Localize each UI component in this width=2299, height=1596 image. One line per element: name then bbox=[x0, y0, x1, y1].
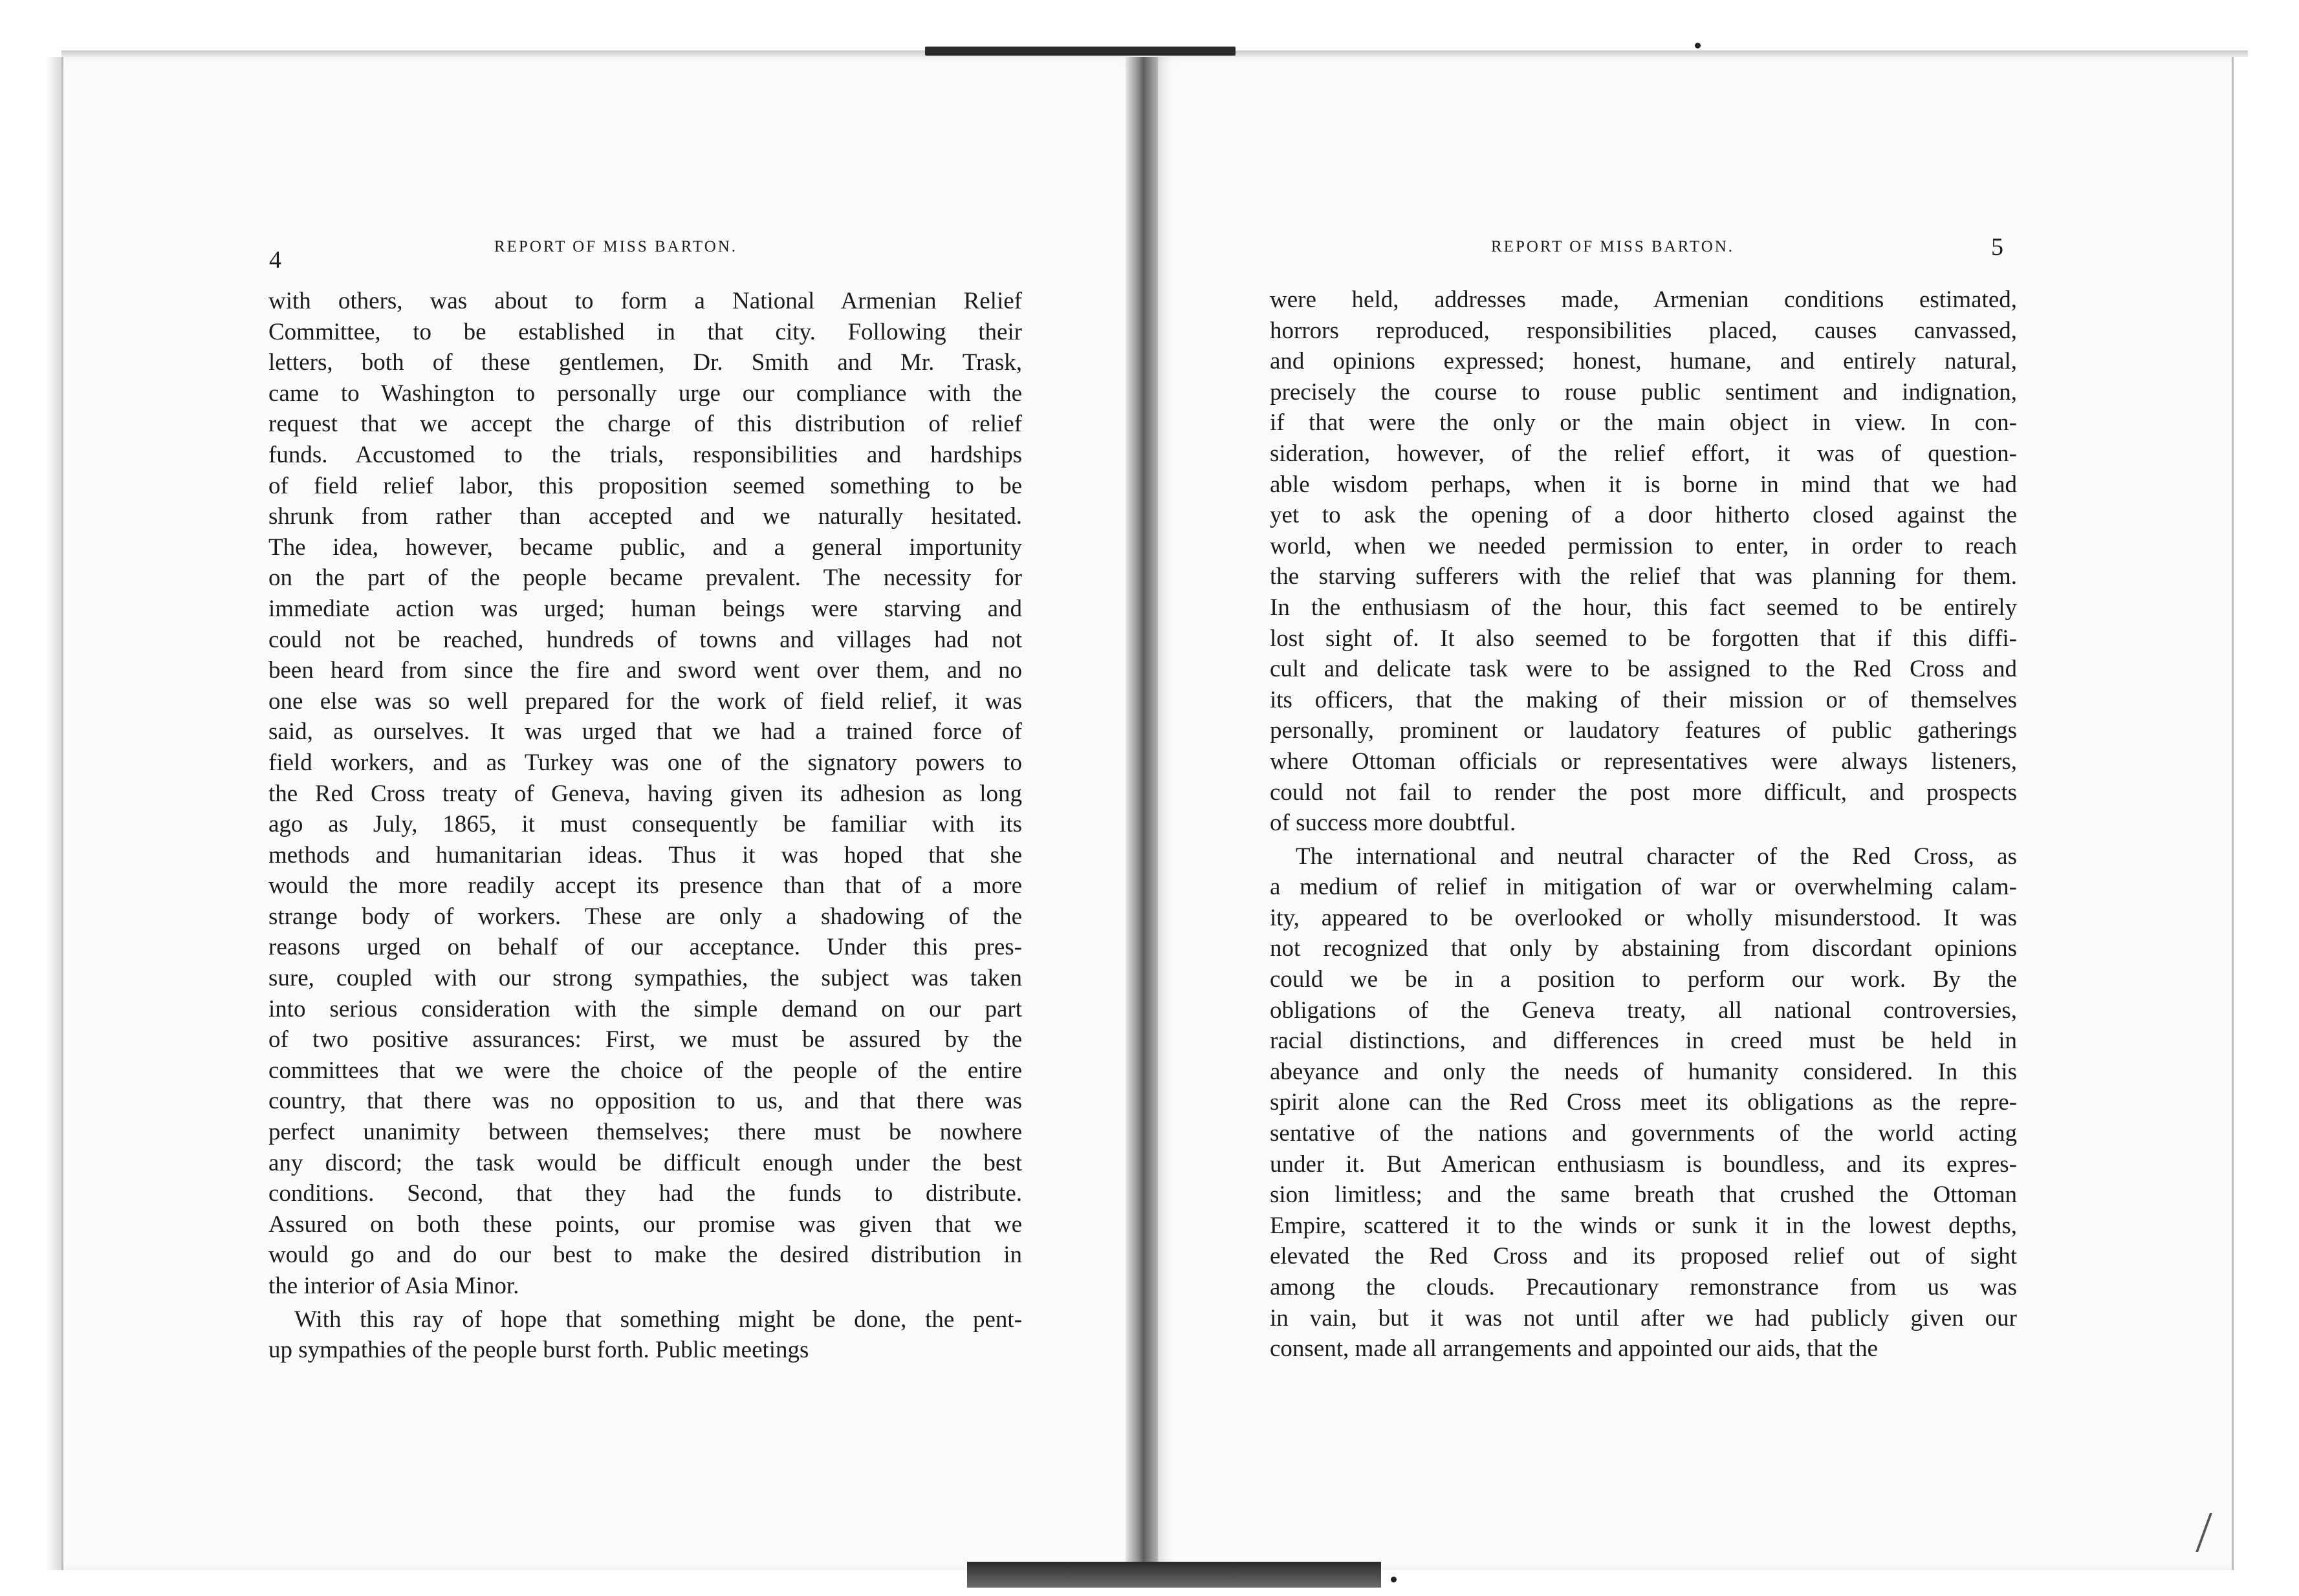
text-line: if that were the only or the main object in view. In con- bbox=[1270, 409, 2017, 437]
right-body-text bbox=[1270, 285, 2017, 1364]
page-edge-shadow bbox=[45, 57, 61, 1570]
text-line: could not be reached, hundreds of towns and villages had not bbox=[268, 626, 1022, 653]
text-line: conditions. Second, that they had the funds to distribute. bbox=[268, 1180, 1022, 1207]
page-number-right: 5 bbox=[1991, 233, 2003, 261]
text-line: sure, coupled with our strong sympathies, the subject was taken bbox=[268, 965, 1022, 992]
text-line: the Red Cross treaty of Geneva, having given its adhesion as long bbox=[268, 780, 1022, 807]
text-line: reasons urged on behalf of our acceptance. Under this pres- bbox=[268, 934, 1022, 961]
book-gutter bbox=[1126, 57, 1158, 1570]
text-line: methods and humanitarian ideas. Thus it was hoped that she bbox=[268, 841, 1022, 868]
text-line: Empire, scattered it to the winds or sunk it in the lowest depths, bbox=[1270, 1212, 2017, 1239]
text-line: In the enthusiasm of the hour, this fact seemed to be entirely bbox=[1270, 594, 2017, 621]
text-line: ity, appeared to be overlooked or wholly misunderstood. It was bbox=[1270, 904, 2017, 931]
text-line: Committee, to be established in that city. Following their bbox=[268, 318, 1022, 345]
text-line: not recognized that only by abstaining from discordant opinions bbox=[1270, 935, 2017, 962]
text-line: elevated the Red Cross and its proposed relief out of sight bbox=[1270, 1243, 2017, 1270]
scan-speck bbox=[1391, 1577, 1397, 1582]
text-line: With this ray of hope that something might be done, the pent- bbox=[294, 1306, 1022, 1333]
text-line: came to Washington to personally urge our compliance with the bbox=[268, 380, 1022, 407]
text-line: in vain, but it was not until after we had publicly given our bbox=[1270, 1304, 2017, 1332]
text-line: the interior of Asia Minor. bbox=[268, 1273, 519, 1299]
text-line: one else was so well prepared for the work of field relief, it was bbox=[268, 687, 1022, 715]
text-line: cult and delicate task were to be assigned to the Red Cross and bbox=[1270, 656, 2017, 683]
text-line: of two positive assurances: First, we must be assured by the bbox=[268, 1026, 1022, 1053]
binding-tab-top bbox=[925, 47, 1236, 56]
text-line: a medium of relief in mitigation of war or overwhelming calam- bbox=[1270, 874, 2017, 901]
text-line: under it. But American enthusiasm is boundless, and its expres- bbox=[1270, 1150, 2017, 1178]
running-head-left: REPORT OF MISS BARTON. bbox=[494, 238, 738, 255]
left-paragraph-2 bbox=[268, 1304, 1022, 1366]
text-line: would go and do our best to make the desired distribution in bbox=[268, 1242, 1022, 1269]
text-line: of success more doubtful. bbox=[1270, 810, 1516, 837]
text-line: sideration, however, of the relief effort, it was of question- bbox=[1270, 440, 2017, 467]
text-line: could we be in a position to perform our work. By the bbox=[1270, 966, 2017, 993]
text-line: horrors reproduced, responsibilities placed, causes canvassed, bbox=[1270, 317, 2017, 344]
text-line: would the more readily accept its presence than that of a more bbox=[268, 872, 1022, 900]
text-line: and opinions expressed; honest, humane, and entirely natural, bbox=[1270, 348, 2017, 375]
text-line: strange body of workers. These are only a shadowing of the bbox=[268, 903, 1022, 930]
text-line: obligations of the Geneva treaty, all national controversies, bbox=[1270, 997, 2017, 1024]
text-line: personally, prominent or laudatory features of public gatherings bbox=[1270, 717, 2017, 744]
text-line: committees that we were the choice of the people of the entire bbox=[268, 1057, 1022, 1084]
text-line: with others, was about to form a National Armenian Relief bbox=[268, 288, 1022, 314]
text-line: of field relief labor, this proposition seemed something to be bbox=[268, 472, 1022, 499]
left-paragraph-1 bbox=[268, 286, 1022, 1302]
text-line: lost sight of. It also seemed to be forgotten that if this diffi- bbox=[1270, 625, 2017, 652]
text-line: able wisdom perhaps, when it is borne in mind that we had bbox=[1270, 471, 2017, 498]
text-line: The international and neutral character of the Red Cross, as bbox=[1296, 843, 2017, 870]
text-line: were held, addresses made, Armenian conditions estimated, bbox=[1270, 286, 2017, 313]
text-line: The idea, however, became public, and a general importunity bbox=[268, 534, 1022, 561]
right-paragraph-2 bbox=[1270, 841, 2017, 1364]
text-line: funds. Accustomed to the trials, responsibilities and hardships bbox=[268, 441, 1022, 468]
text-line: consent, made all arrangements and appointed our aids, that the bbox=[1270, 1335, 1879, 1363]
text-line: perfect unanimity between themselves; there must be nowhere bbox=[268, 1119, 1022, 1146]
left-body-text bbox=[268, 286, 1022, 1366]
text-line: on the part of the people became prevalent. The necessity for bbox=[268, 565, 1022, 592]
text-line: up sympathies of the people burst forth. Public meetings bbox=[268, 1337, 809, 1364]
text-line: into serious consideration with the simple demand on our part bbox=[268, 995, 1022, 1022]
text-line: Assured on both these points, our promise was given that we bbox=[268, 1211, 1022, 1238]
text-line: world, when we needed permission to enter, in order to reach bbox=[1270, 532, 2017, 559]
text-line: among the clouds. Precautionary remonstrance from us was bbox=[1270, 1274, 2017, 1300]
text-line: said, as ourselves. It was urged that we had a trained force of bbox=[268, 718, 1022, 746]
text-line: the starving sufferers with the relief that was planning for them. bbox=[1270, 563, 2017, 590]
text-line: sion limitless; and the same breath that crushed the Ottoman bbox=[1270, 1181, 2017, 1209]
text-line: field workers, and as Turkey was one of the signatory powers to bbox=[268, 749, 1022, 776]
text-line: sentative of the nations and governments of the world acting bbox=[1270, 1120, 2017, 1147]
text-line: any discord; the task would be difficult enough under the best bbox=[268, 1149, 1022, 1176]
text-line: yet to ask the opening of a door hitherto closed against the bbox=[1270, 502, 2017, 529]
text-line: letters, both of these gentlemen, Dr. Smith and Mr. Trask, bbox=[268, 349, 1022, 376]
text-line: where Ottoman officials or representatives were always listeners, bbox=[1270, 748, 2017, 775]
page-number-left: 4 bbox=[269, 246, 281, 274]
text-line: been heard from since the fire and sword went over them, and no bbox=[268, 657, 1022, 684]
text-line: spirit alone can the Red Cross meet its obligations as the repre- bbox=[1270, 1089, 2017, 1116]
text-line: abeyance and only the needs of humanity considered. In this bbox=[1270, 1058, 2017, 1085]
right-paragraph-1 bbox=[1270, 285, 2017, 839]
binding-tab-bottom bbox=[967, 1562, 1381, 1588]
running-head-right: REPORT OF MISS BARTON. bbox=[1491, 238, 1735, 255]
text-line: country, that there was no opposition to us, and that there was bbox=[268, 1088, 1022, 1115]
text-line: could not fail to render the post more difficult, and prospects bbox=[1270, 779, 2017, 806]
text-line: shrunk from rather than accepted and we naturally hesitated. bbox=[268, 503, 1022, 530]
text-line: request that we accept the charge of this distribution of relief bbox=[268, 411, 1022, 438]
scan-speck bbox=[1695, 43, 1701, 49]
text-line: immediate action was urged; human beings were starving and bbox=[268, 595, 1022, 622]
text-line: its officers, that the making of their mission or of themselves bbox=[1270, 686, 2017, 713]
text-line: ago as July, 1865, it must consequently be familiar with its bbox=[268, 811, 1022, 838]
text-line: precisely the course to rouse public sentiment and indignation, bbox=[1270, 378, 2017, 405]
text-line: racial distinctions, and differences in creed must be held in bbox=[1270, 1028, 2017, 1055]
